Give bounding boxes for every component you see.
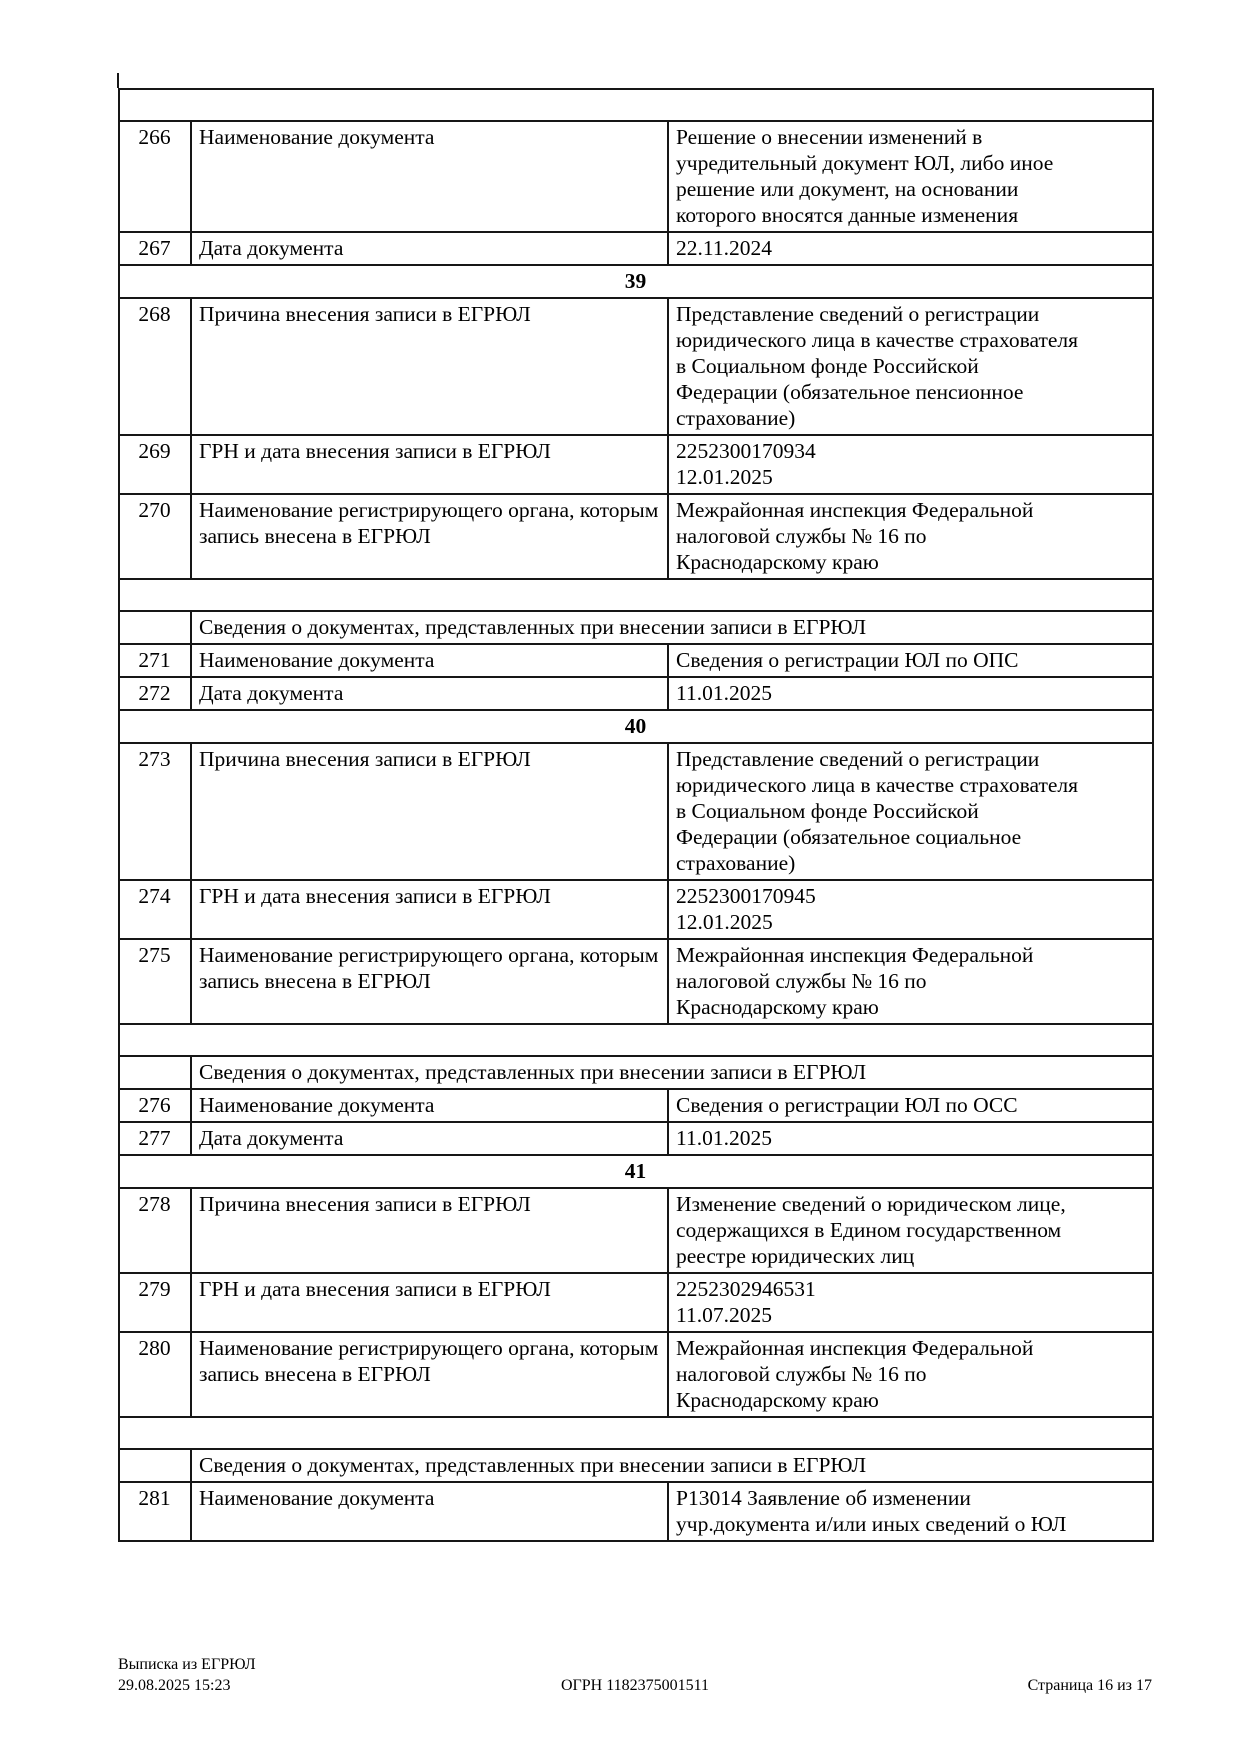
spacer-row xyxy=(119,89,1153,121)
field-label-cell: Наименование документа xyxy=(191,121,668,232)
subheader-empty-cell xyxy=(119,1056,191,1089)
row-number-cell: 270 xyxy=(119,494,191,579)
field-label-cell: ГРН и дата внесения записи в ЕГРЮЛ xyxy=(191,435,668,494)
row-number-cell: 276 xyxy=(119,1089,191,1122)
spacer-cell xyxy=(119,89,1153,121)
entry-row xyxy=(119,939,1153,1024)
spacer-row xyxy=(119,1417,1153,1449)
entry-row xyxy=(119,1122,1153,1155)
entry-row xyxy=(119,880,1153,939)
field-label-cell: Наименование регистрирующего органа, которым запись внесена в ЕГРЮЛ xyxy=(191,494,668,579)
row-number-cell: 266 xyxy=(119,121,191,232)
field-label-cell: Наименование документа xyxy=(191,1089,668,1122)
field-label-cell: Причина внесения записи в ЕГРЮЛ xyxy=(191,298,668,435)
row-number-cell: 277 xyxy=(119,1122,191,1155)
entry-row xyxy=(119,1188,1153,1273)
footer-generated-datetime: 29.08.2025 15:23 xyxy=(118,1677,231,1694)
spacer-cell xyxy=(119,1417,1153,1449)
row-number-cell: 269 xyxy=(119,435,191,494)
field-value-cell: Представление сведений о регистрации юридического лица в качестве страхователя в Социальном фонде Российской Федерации (обязательное пенсионное страхование) xyxy=(668,298,1153,435)
field-label-cell: Наименование регистрирующего органа, которым запись внесена в ЕГРЮЛ xyxy=(191,1332,668,1417)
spacer-row xyxy=(119,579,1153,611)
section-row xyxy=(119,265,1153,298)
spacer-cell xyxy=(119,1024,1153,1056)
entry-row xyxy=(119,1089,1153,1122)
entry-row xyxy=(119,644,1153,677)
egrul-table xyxy=(118,88,1154,1542)
egrul-table-container xyxy=(118,88,1154,1542)
subheader-empty-cell xyxy=(119,611,191,644)
row-number-cell: 272 xyxy=(119,677,191,710)
subheader-row xyxy=(119,1449,1153,1482)
field-label-cell: Причина внесения записи в ЕГРЮЛ xyxy=(191,743,668,880)
row-number-cell: 275 xyxy=(119,939,191,1024)
row-number-cell: 278 xyxy=(119,1188,191,1273)
spacer-row xyxy=(119,1024,1153,1056)
field-value-cell: Решение о внесении изменений в учредительный документ ЮЛ, либо иное решение или документ, на основании которого вносятся данные изменения xyxy=(668,121,1153,232)
subheader-row xyxy=(119,1056,1153,1089)
section-number-cell: 41 xyxy=(119,1155,1153,1188)
entry-row xyxy=(119,1482,1153,1541)
entry-row xyxy=(119,677,1153,710)
entry-row xyxy=(119,494,1153,579)
field-value-cell: 22.11.2024 xyxy=(668,232,1153,265)
section-number-cell: 39 xyxy=(119,265,1153,298)
footer-ogrn: ОГРН 1182375001511 xyxy=(560,1677,710,1694)
field-label-cell: Наименование документа xyxy=(191,644,668,677)
field-label-cell: Дата документа xyxy=(191,1122,668,1155)
field-value-cell: Сведения о регистрации ЮЛ по ОПС xyxy=(668,644,1153,677)
entry-row xyxy=(119,1273,1153,1332)
section-number-cell: 40 xyxy=(119,710,1153,743)
field-value-cell: 2252300170945 12.01.2025 xyxy=(668,880,1153,939)
row-number-cell: 280 xyxy=(119,1332,191,1417)
footer-line2 xyxy=(118,1675,1152,1696)
entry-row xyxy=(119,1332,1153,1417)
field-label-cell: Наименование регистрирующего органа, которым запись внесена в ЕГРЮЛ xyxy=(191,939,668,1024)
row-number-cell: 273 xyxy=(119,743,191,880)
field-value-cell: Изменение сведений о юридическом лице, содержащихся в Едином государственном реестре юридических лиц xyxy=(668,1188,1153,1273)
field-label-cell: ГРН и дата внесения записи в ЕГРЮЛ xyxy=(191,880,668,939)
field-value-cell: 2252302946531 11.07.2025 xyxy=(668,1273,1153,1332)
field-value-cell: Межрайонная инспекция Федеральной налоговой службы № 16 по Краснодарскому краю xyxy=(668,494,1153,579)
entry-row xyxy=(119,743,1153,880)
field-value-cell: Представление сведений о регистрации юридического лица в качестве страхователя в Социальном фонде Российской Федерации (обязательное социальное страхование) xyxy=(668,743,1153,880)
field-label-cell: Дата документа xyxy=(191,232,668,265)
entry-row xyxy=(119,232,1153,265)
subheader-text-cell: Сведения о документах, представленных при внесении записи в ЕГРЮЛ xyxy=(191,1449,1153,1482)
row-number-cell: 274 xyxy=(119,880,191,939)
entry-row xyxy=(119,121,1153,232)
subheader-text-cell: Сведения о документах, представленных при внесении записи в ЕГРЮЛ xyxy=(191,611,1153,644)
field-label-cell: ГРН и дата внесения записи в ЕГРЮЛ xyxy=(191,1273,668,1332)
field-value-cell: Межрайонная инспекция Федеральной налоговой службы № 16 по Краснодарскому краю xyxy=(668,1332,1153,1417)
table-left-border-stub xyxy=(117,73,119,88)
field-value-cell: Сведения о регистрации ЮЛ по ОСС xyxy=(668,1089,1153,1122)
field-value-cell: Межрайонная инспекция Федеральной налоговой службы № 16 по Краснодарскому краю xyxy=(668,939,1153,1024)
row-number-cell: 268 xyxy=(119,298,191,435)
section-row xyxy=(119,1155,1153,1188)
subheader-text-cell: Сведения о документах, представленных при внесении записи в ЕГРЮЛ xyxy=(191,1056,1153,1089)
egrul-table-body xyxy=(119,89,1153,1541)
subheader-empty-cell xyxy=(119,1449,191,1482)
footer-doc-name: Выписка из ЕГРЮЛ xyxy=(118,1656,256,1673)
page-footer xyxy=(118,1654,1152,1696)
footer-page-number: Страница 16 из 17 xyxy=(1027,1677,1152,1694)
field-label-cell: Дата документа xyxy=(191,677,668,710)
entry-row xyxy=(119,298,1153,435)
entry-row xyxy=(119,435,1153,494)
row-number-cell: 271 xyxy=(119,644,191,677)
row-number-cell: 281 xyxy=(119,1482,191,1541)
field-value-cell: 11.01.2025 xyxy=(668,1122,1153,1155)
field-label-cell: Наименование документа xyxy=(191,1482,668,1541)
field-value-cell: Р13014 Заявление об изменении учр.документа и/или иных сведений о ЮЛ xyxy=(668,1482,1153,1541)
field-value-cell: 2252300170934 12.01.2025 xyxy=(668,435,1153,494)
field-label-cell: Причина внесения записи в ЕГРЮЛ xyxy=(191,1188,668,1273)
spacer-cell xyxy=(119,579,1153,611)
field-value-cell: 11.01.2025 xyxy=(668,677,1153,710)
row-number-cell: 279 xyxy=(119,1273,191,1332)
row-number-cell: 267 xyxy=(119,232,191,265)
subheader-row xyxy=(119,611,1153,644)
section-row xyxy=(119,710,1153,743)
